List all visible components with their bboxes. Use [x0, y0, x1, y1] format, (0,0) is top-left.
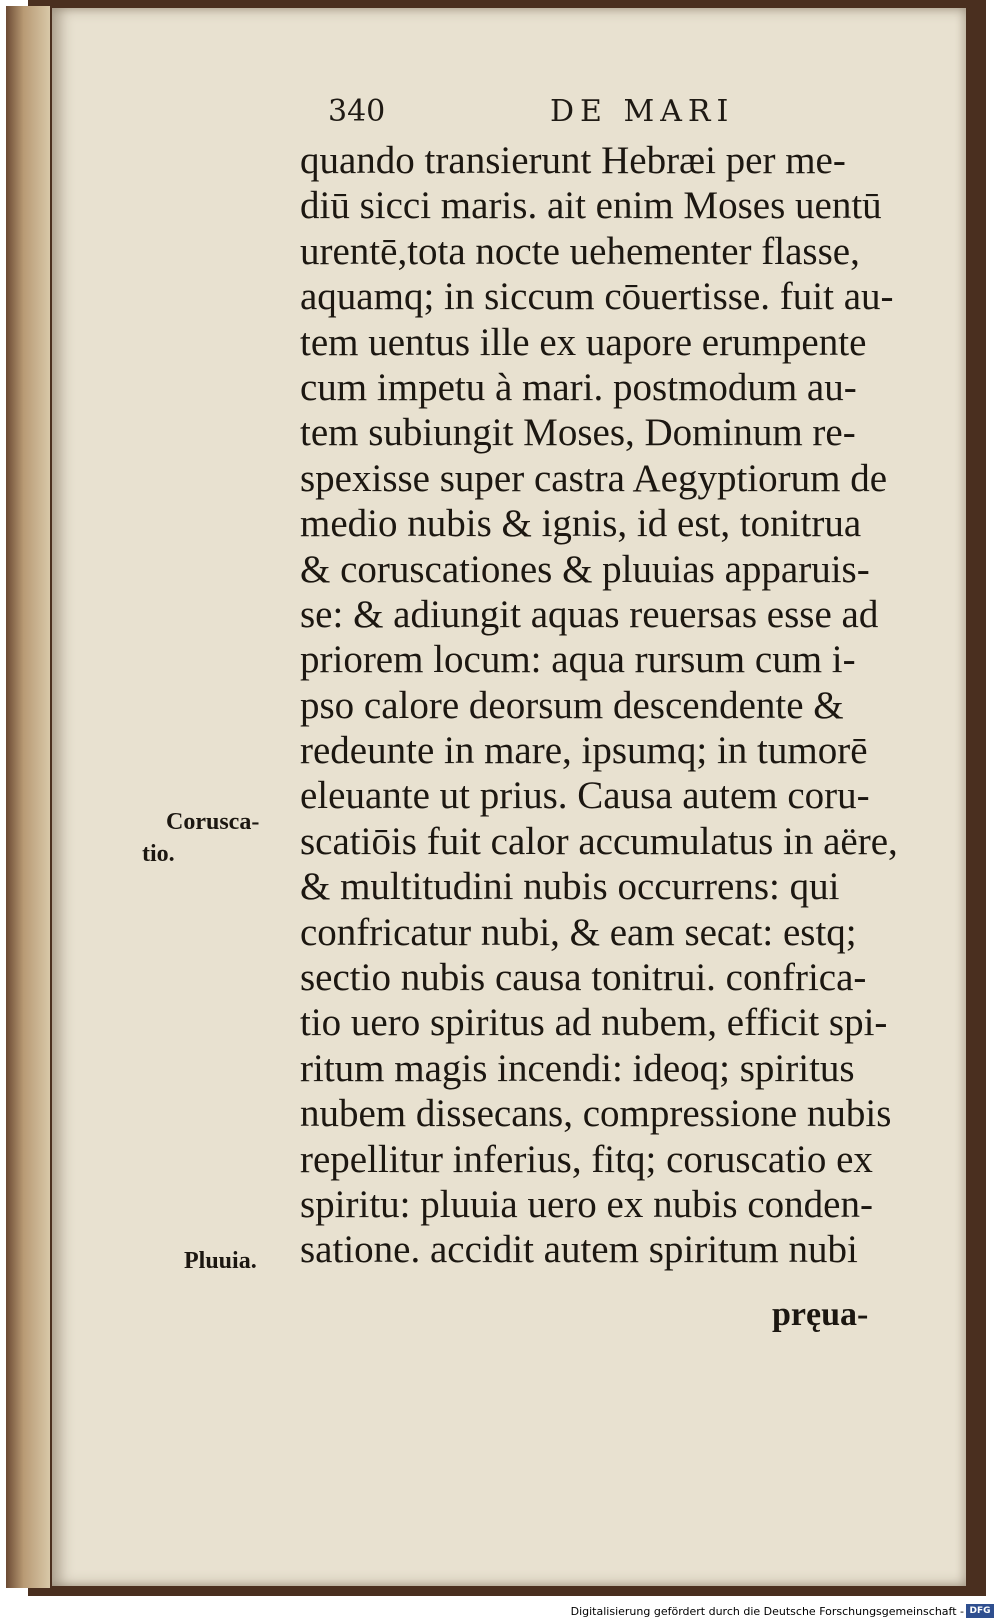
text-line: aquamq; in siccum cōuertisse. fuit au- [300, 275, 894, 319]
text-line: pso calore deorsum descendente & [300, 683, 844, 727]
text-line: ritum magis incendi: ideoq; spiritus [300, 1046, 855, 1090]
running-head [328, 94, 848, 136]
text-line: nubem dissecans, compressione nubis [300, 1092, 892, 1136]
text-line: & multitudini nubis occurrens: qui [300, 865, 840, 909]
text-line: satione. accidit autem spiritum nubi [300, 1228, 858, 1272]
text-line: spiritu: pluuia uero ex nubis conden- [300, 1182, 873, 1226]
text-line: medio nubis & ignis, id est, tonitrua [300, 502, 862, 546]
margin-note-coruscatio-1: Corusca- [166, 809, 260, 835]
text-line: se: & adiungit aquas reuersas esse ad [300, 592, 879, 636]
text-line: repellitur inferius, fitq; coruscatio ex [300, 1137, 873, 1181]
text-line: & coruscationes & pluuias apparuis- [300, 547, 870, 591]
catchword: pręua- [772, 1296, 869, 1333]
running-title: DE MARI [550, 94, 735, 129]
text-line: cum impetu à mari. postmodum au- [300, 365, 857, 409]
text-line: tio uero spiritus ad nubem, efficit spi- [300, 1001, 888, 1045]
text-line: tem uentus ille ex uapore erumpente [300, 320, 867, 364]
margin-note-pluuia: Pluuia. [184, 1248, 257, 1274]
dfg-logo-icon: DFG [966, 1604, 994, 1618]
text-line: spexisse super castra Aegyptiorum de [300, 456, 888, 500]
text-line: quando transierunt Hebræi per me- [300, 139, 846, 182]
page-number: 340 [328, 94, 386, 129]
body-text [300, 138, 948, 1273]
text-line: scatiōis fuit calor accumulatus in aëre, [300, 819, 898, 863]
book-spine [6, 6, 50, 1588]
text-line: redeunte in mare, ipsumq; in tumorē [300, 729, 868, 773]
text-line: sectio nubis causa tonitrui. confrica- [300, 956, 867, 1000]
text-line: diū sicci maris. ait enim Moses uentū [300, 184, 882, 228]
text-line: urentē,tota nocte uehementer flasse, [300, 229, 860, 273]
footer-credit [570, 1603, 996, 1621]
text-line: priorem locum: aqua rursum cum i- [300, 638, 856, 682]
margin-note-coruscatio-2: tio. [142, 841, 175, 867]
text-line: confricatur nubi, & eam secat: estq; [300, 910, 857, 954]
footer-credit-text: Digitalisierung gefördert durch die Deutsche Forschungsgemeinschaft - [570, 1605, 964, 1618]
text-line: tem subiungit Moses, Dominum re- [300, 411, 856, 455]
text-line: eleuante ut prius. Causa autem coru- [300, 774, 870, 818]
